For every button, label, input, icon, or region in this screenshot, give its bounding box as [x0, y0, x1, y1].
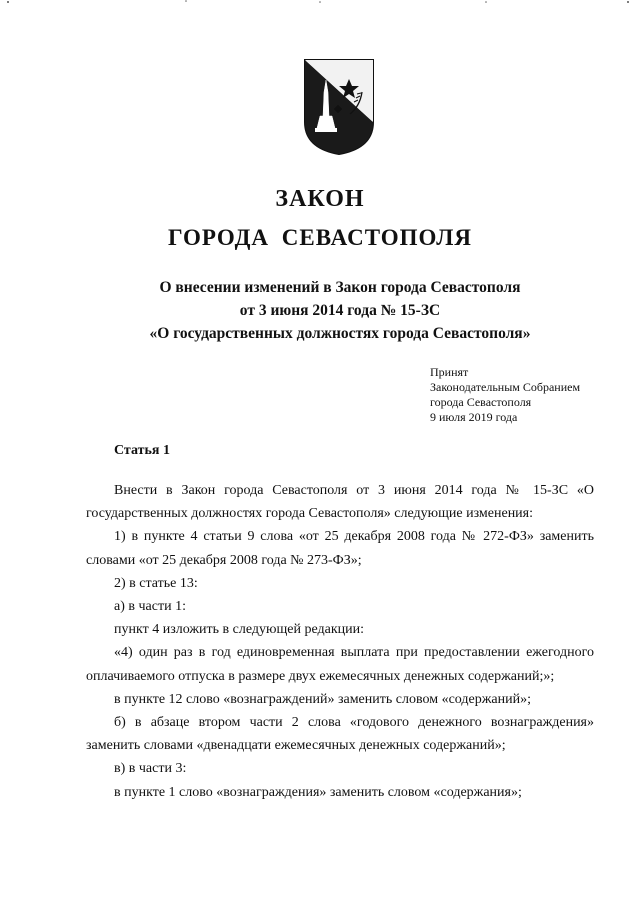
- article-paragraph: б) в абзаце втором части 2 слова «годового денежного вознаграждения» заменить словами «двенадцати ежемесячных денежных содержаний»;: [86, 715, 594, 754]
- article-body: [86, 479, 594, 804]
- article-heading: Статья 1: [114, 443, 170, 458]
- law-subject: [120, 276, 560, 345]
- document-title-line-1: ЗАКОН: [275, 186, 365, 212]
- scan-artifacts: [0, 0, 640, 6]
- article-paragraph: Внести в Закон города Севастополя от 3 июня 2014 года № 15-ЗС «О государственных должностях города Севастополя» следующие изменения:: [86, 483, 594, 522]
- adoption-note-line: 9 июля 2019 года: [430, 410, 518, 424]
- adoption-note: [430, 365, 630, 425]
- article-paragraph: 1) в пункте 4 статьи 9 слова «от 25 декабря 2008 года № 272-ФЗ» заменить словами «от 25 декабря 2008 года № 273-ФЗ»;: [86, 529, 594, 568]
- adoption-note-line: Законодательным Собранием: [430, 380, 581, 394]
- article-paragraph: пункт 4 изложить в следующей редакции:: [114, 622, 364, 638]
- document-title-line-2: ГОРОДА СЕВАСТОПОЛЯ: [167, 225, 473, 250]
- subject-line: от 3 июня 2014 года № 15-ЗС: [239, 302, 441, 319]
- article-paragraph: в пункте 12 слово «вознаграждений» заменить словом «содержаний»;: [114, 691, 531, 707]
- adoption-note-line: Принят: [430, 365, 469, 379]
- coat-of-arms-icon: [302, 56, 376, 156]
- subject-line: «О государственных должностях города Севастополя»: [149, 325, 531, 342]
- adoption-note-line: города Севастополя: [430, 395, 532, 409]
- article-paragraph: «4) один раз в год единовременная выплата при предоставлении ежегодного оплачиваемого отпуска в размере двух ежемесячных денежных содержаний;»;: [86, 645, 594, 684]
- article-paragraph: а) в части 1:: [114, 599, 186, 615]
- article-paragraph: в пункте 1 слово «вознаграждения» заменить словом «содержания»;: [114, 784, 522, 800]
- article-paragraph: 2) в статье 13:: [114, 575, 198, 591]
- article-paragraph: в) в части 3:: [114, 761, 187, 777]
- subject-line: О внесении изменений в Закон города Севастополя: [159, 279, 521, 296]
